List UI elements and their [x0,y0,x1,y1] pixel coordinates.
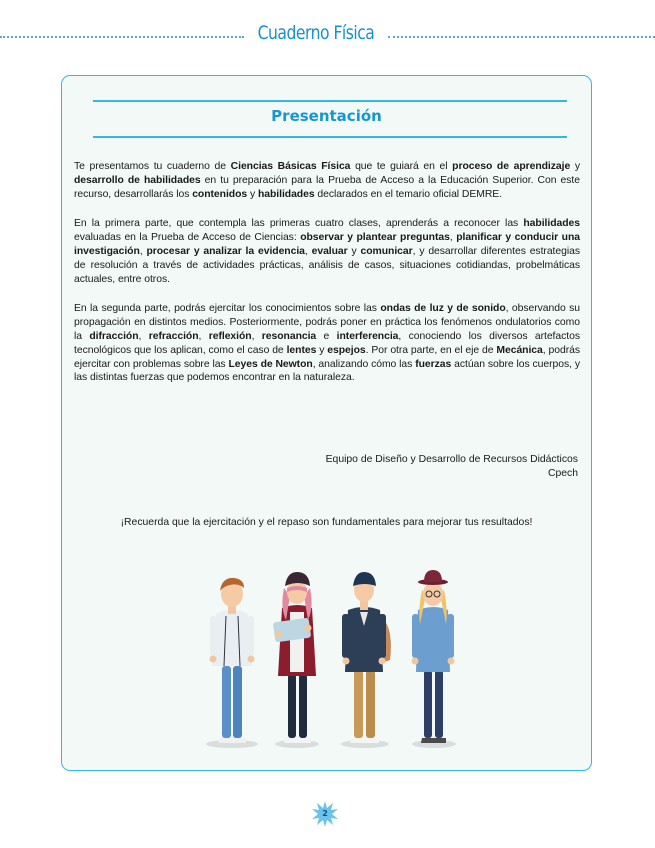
text-run: , observando su propagación en distintos medios. Posteriormente, podrás poner en práctica los fenómenos ondulatorios como la [74,303,580,342]
title-rule-bottom [93,136,567,138]
bold-phrase: desarrollo de habilidades [74,174,201,186]
signature-team: Equipo de Diseño y Desarrollo de Recursos Didácticos [325,454,578,465]
text-run: En la segunda parte, podrás ejercitar los conocimientos sobre las [74,303,381,315]
text-run: y [347,245,361,257]
text-run: declarados en el temario oficial DEMRE. [314,188,502,200]
page-number: 2 [322,809,328,818]
bold-phrase: planificar y conducir una investigación [74,232,580,257]
bold-phrase: habilidades [257,188,315,200]
text-run: Te presentamos tu cuaderno de [74,161,231,172]
header-dotted-line-right [388,36,655,38]
header-title: Cuaderno Física [257,22,375,44]
text-run: , analizando cómo las [312,358,416,370]
reminder-text: ¡Recuerda que la ejercitación y el repaso son fundamentales para mejorar tus resultados! [120,517,533,528]
presentation-card [61,75,592,771]
bold-phrase: difracción [89,330,139,342]
section-title: Presentación [271,107,382,125]
paragraph-second-part [74,302,580,385]
paragraph-intro [74,160,580,201]
text-run: , podrás ejercitar con problemas sobre las [74,344,580,370]
bold-phrase: habilidades [523,218,580,230]
signature [326,453,578,481]
signature-org: Cpech [547,467,578,479]
bold-phrase: evaluar [311,245,348,257]
student-2-figure [273,572,316,743]
page-number-badge [311,800,339,828]
header-dotted-line-left [0,36,244,38]
text-run: , [198,330,209,342]
text-run: , [139,245,147,257]
text-run: e [316,330,337,342]
bold-phrase: comunicar [360,245,413,257]
bold-phrase: ondas de luz y de sonido [380,303,506,315]
bold-phrase: proceso de aprendizaje [452,161,571,172]
text-run: que te guiará en el [350,161,453,172]
title-rule-top [93,100,567,102]
bold-phrase: fuerzas [415,358,452,370]
bold-phrase: Ciencias Básicas Física [230,161,351,172]
bold-phrase: observar y plantear preguntas [300,232,450,244]
student-1-figure [210,578,255,743]
text-run: , [304,245,312,257]
page-header [0,22,655,52]
bold-phrase: Mecánica [496,344,543,356]
text-run: En la primera parte, que contempla las primeras cuatro clases, aprenderás a reconocer las [74,218,524,230]
bold-phrase: Leyes de Newton [228,358,313,370]
student-3-figure [342,572,391,743]
bold-phrase: refracción [148,330,199,342]
text-run: y [247,188,258,200]
text-run: evaluadas en la Prueba de Acceso de Ciencias: [74,232,301,244]
bold-phrase: espejos [327,344,366,356]
text-run: , [138,330,149,342]
body-text [74,160,580,401]
text-run: y [316,344,328,356]
bold-phrase: contenidos [192,188,248,200]
text-run: , [449,232,457,244]
text-run: , y desarrollar diferentes estrategias de resolución a través de actividades prácticas, análisis de casos, situaciones cotidiandas, probelmáticas actuales, entre otros. [74,245,580,285]
bold-phrase: procesar y analizar la evidencia [146,245,305,257]
student-4-figure [412,570,455,743]
bold-phrase: lentes [286,344,317,356]
bold-phrase: reflexión [208,330,252,342]
bold-phrase: resonancia [261,330,317,342]
text-run: , conociendo los diversos artefactos tecnológicos que los aplican, como el caso de [74,330,580,356]
text-run: y [570,161,581,172]
paragraph-first-part [74,217,580,286]
students-illustration [202,566,457,750]
text-run: , [251,330,262,342]
text-run: . Por otra parte, en el eje de [365,344,497,356]
bold-phrase: interferencia [336,330,399,342]
text-run: actúan sobre los cuerpos, y las distintas fuerzas que podemos encontrar en la naturaleza. [74,358,581,384]
text-run: en tu preparación para la Prueba de Acceso a la Educación Superior. Con este recurso, desarrollarás los [74,174,580,200]
